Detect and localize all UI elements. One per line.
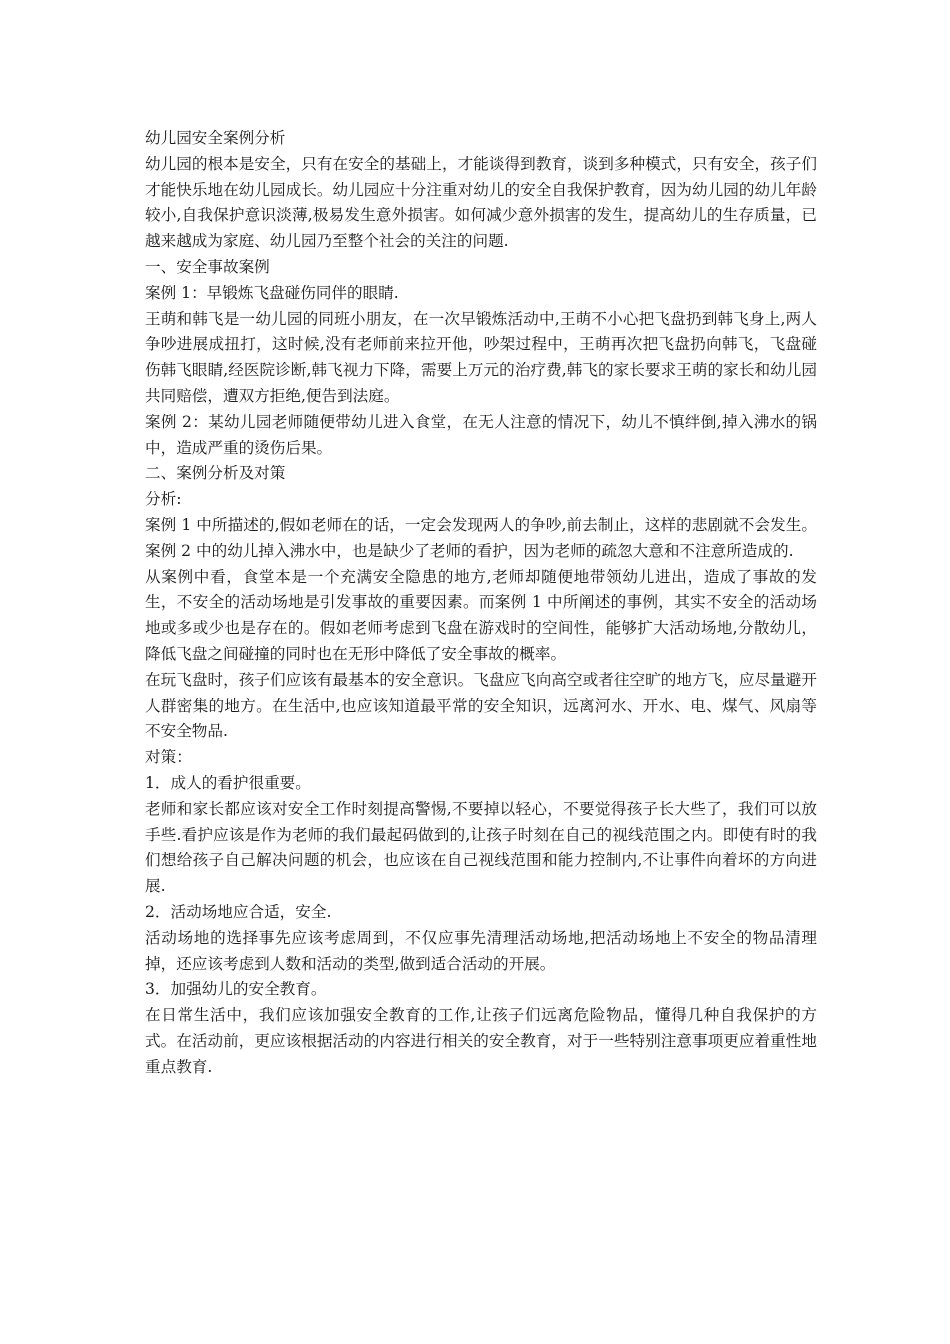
analysis-paragraph-1: 案例 1 中所描述的,假如老师在的话，一定会发现两人的争吵,前去制止，这样的悲剧就不会发生。案例 2 中的幼儿掉入沸水中，也是缺少了老师的看护，因为老师的疏忽大意和不注意所造成的.	[145, 515, 817, 560]
intro-paragraph: 幼儿园的根本是安全，只有在安全的基础上，才能谈得到教育，谈到多种模式，只有安全，孩子们才能快乐地在幼儿园成长。幼儿园应十分注重对幼儿的安全自我保护教育，因为幼儿园的幼儿年龄较小,自我保护意识淡薄,极易发生意外损害。如何减少意外损害的发生，提高幼儿的生存质量，已越来越成为家庭、幼儿园乃至整个社会的关注的问题.	[145, 154, 817, 251]
measure3-body: 在日常生活中，我们应该加强安全教育的工作,让孩子们远离危险物品，懂得几种自我保护的方式。在活动前，更应该根据活动的内容进行相关的安全教育，对于一些特别注意事项更应着重性地重点教育.	[145, 1006, 817, 1076]
case1-body: 王萌和韩飞是一幼儿园的同班小朋友，在一次早锻炼活动中,王萌不小心把飞盘扔到韩飞身上,两人争吵进展成扭打，这时候,没有老师前来拉开他，吵架过程中，王萌再次把飞盘扔向韩飞，飞盘碰伤韩飞眼睛,经医院诊断,韩飞视力下降，需要上万元的治疗费,韩飞的家长要求王萌的家长和幼儿园共同赔偿，遭双方拒绝,便告到法庭。	[145, 309, 817, 405]
case2-paragraph: 案例 2：某幼儿园老师随便带幼儿进入食堂，在无人注意的情况下，幼儿不慎绊倒,掉入沸水的锅中，造成严重的烫伤后果。	[145, 412, 817, 457]
section-heading-cases: 一、安全事故案例	[145, 257, 270, 276]
document-page	[145, 126, 817, 1080]
measure1-heading: 1．成人的看护很重要。	[145, 773, 311, 792]
measure2-heading: 2．活动场地应合适，安全.	[145, 902, 332, 921]
analysis-label: 分析:	[145, 490, 182, 509]
section-heading-analysis: 二、案例分析及对策	[145, 464, 286, 483]
measure1-body: 老师和家长都应该对安全工作时刻提高警惕,不要掉以轻心，不要觉得孩子长大些了，我们可以放手些.看护应该是作为老师的我们最起码做到的,让孩子时刻在自己的视线范围之内。即使有时的我们想给孩子自己解决问题的机会，也应该在自己视线范围和能力控制内,不让事件向着坏的方向进展.	[145, 799, 817, 896]
analysis-paragraph-2: 从案例中看，食堂本是一个充满安全隐患的地方,老师却随便地带领幼儿进出，造成了事故的发生，不安全的活动场地是引发事故的重要因素。而案例 1 中所阐述的事例，其实不安全的活动场地或多或少也是存在的。假如老师考虑到飞盘在游戏时的空间性，能够扩大活动场地,分散幼儿，降低飞盘之间碰撞的同时也在无形中降低了安全事故的概率。	[145, 567, 817, 663]
analysis-paragraph-3: 在玩飞盘时，孩子们应该有最基本的安全意识。飞盘应飞向高空或者往空旷的地方飞，应尽量避开人群密集的地方。在生活中,也应该知道最平常的安全知识，远离河水、开水、电、煤气、风扇等不安全物品.	[145, 670, 817, 741]
measure2-body: 活动场地的选择事先应该考虑周到，不仅应事先清理活动场地,把活动场地上不安全的物品清理掉，还应该考虑到人数和活动的类型,做到适合活动的开展。	[145, 928, 817, 973]
document-title: 幼儿园安全案例分析	[145, 129, 286, 147]
measure3-heading: 3．加强幼儿的安全教育。	[145, 980, 327, 999]
measures-label: 对策：	[145, 748, 192, 767]
case1-title: 案例 1：早锻炼飞盘碰伤同伴的眼睛.	[145, 283, 399, 302]
